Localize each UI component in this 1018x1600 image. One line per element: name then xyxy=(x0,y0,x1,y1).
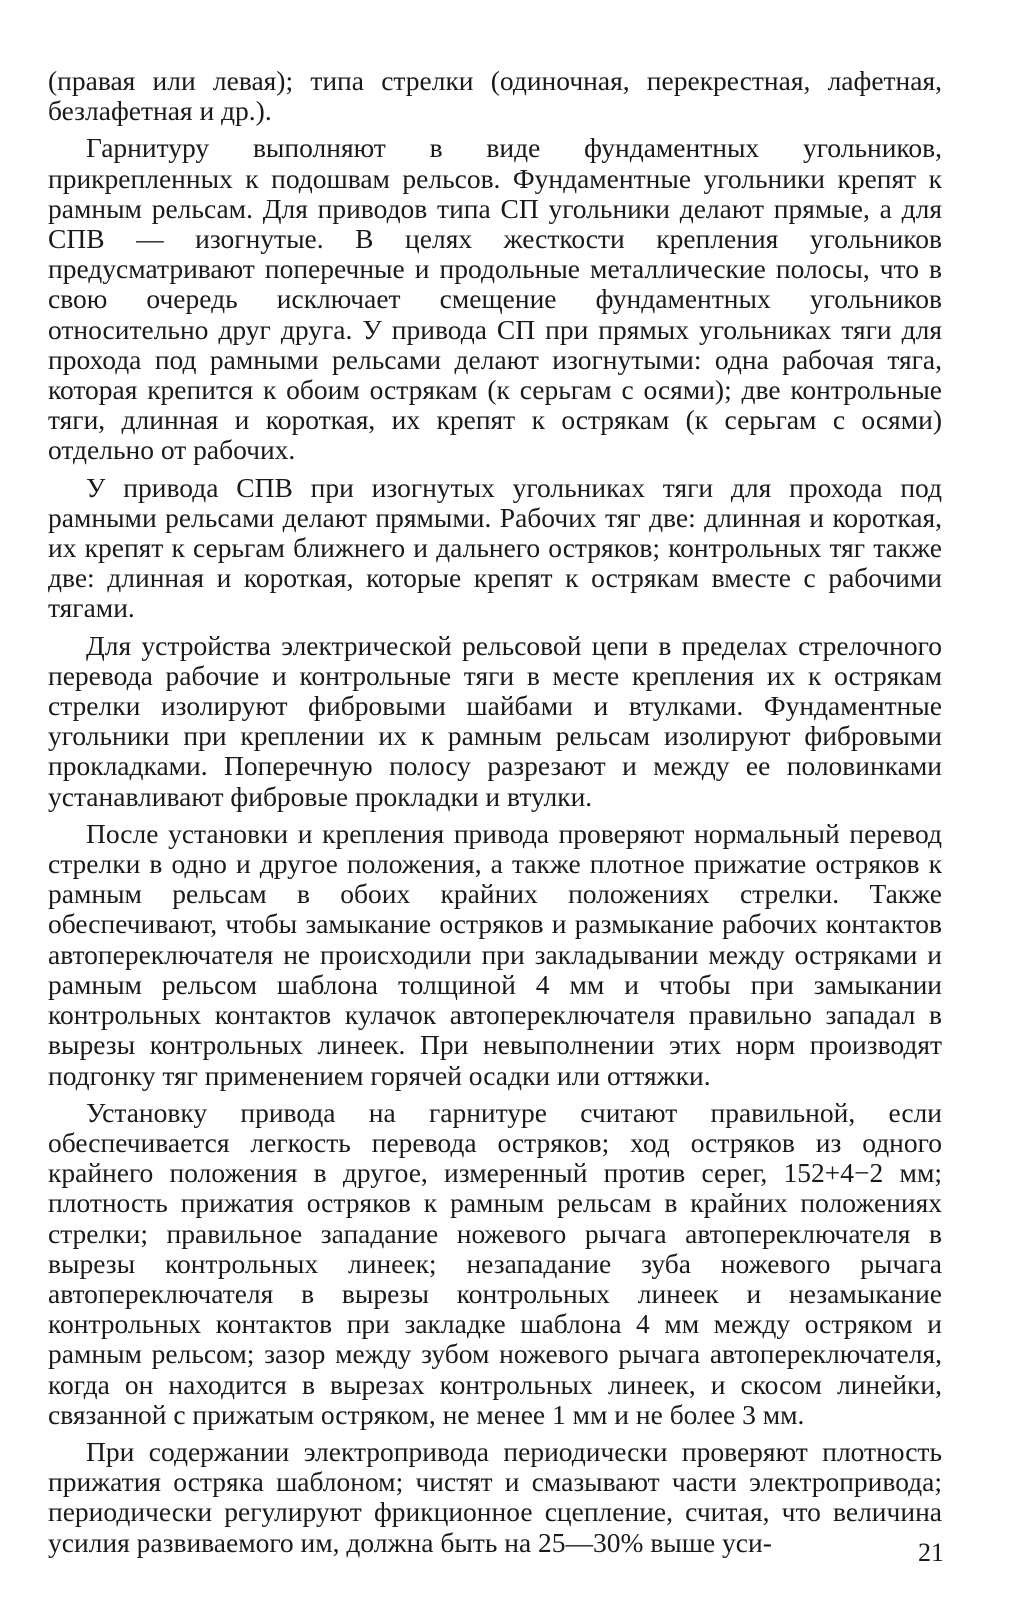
paragraph-3: У привода СПВ при изогнутых угольниках тяги для прохода под рамными рельсами делают прямыми. Рабочих тяг две: длинная и короткая, их крепят к серьгам ближнего и дальнего остряков; контрольных тяг также две: длинная и короткая, которые крепят к острякам вместе с рабочими тягами. xyxy=(48,471,942,624)
paragraph-4: Для устройства электрической рельсовой цепи в пределах стрелочного перевода рабочие и контрольные тяги в месте крепления их к острякам стрелки изолируют фибровыми шайбами и втулками. Фундаментные угольники при креплении их к рамным рельсам изолируют фибровыми прокладками. Поперечную полосу разрезают и между ее половинками устанавливают фибровые прокладки и втулки. xyxy=(48,629,942,812)
paragraph-7: При содержании электропривода периодически проверяют плотность прижатия остряка шаблоном; чистят и смазывают части электропривода; периодически регулируют фрикционное сцепление, считая, что величина усилия развиваемого им, должна быть на 25—30% выше уси- xyxy=(48,1435,942,1558)
paragraph-5: После установки и крепления привода проверяют нормальный перевод стрелки в одно и другое положения, а также плотное прижатие остряков к рамным рельсам в обоих крайних положениях стрелки. Также обеспечивают, чтобы замыкание остряков и размыкание рабочих контактов автопереключателя не происходили при закладывании между остряками и рамным рельсом шаблона толщиной 4 мм и чтобы при замыкании контрольных контактов кулачок автопереключателя правильно западал в вырезы контрольных линеек. При невыполнении этих норм производят подгонку тяг применением горячей осадки или оттяжки. xyxy=(48,817,942,1091)
paragraph-2: Гарнитуру выполняют в виде фундаментных угольников, прикрепленных к подошвам рельсов. Фундаментные угольники крепят к рамным рельсам. Для приводов типа СП угольники делают прямые, а для СПВ — изогнутые. В целях жесткости крепления угольников предусматривают поперечные и продольные металлические полосы, что в свою очередь исключает смещение фундаментных угольников относительно друг друга. У привода СП при прямых угольниках тяги для прохода под рамными рельсами делают изогнутыми: одна рабочая тяга, которая крепится к обоим острякам (к серьгам с осями); две контрольные тяги, длинная и короткая, их крепят к острякам (к серьгам с осями) отдельно от рабочих. xyxy=(48,132,942,466)
paragraph-6: Установку привода на гарнитуре считают правильной, если обеспечивается легкость перевода остряков; ход остряков из одного крайнего положения в другое, измеренный против серег, 152+4−2 мм; плотность прижатия остряков к рамным рельсам в крайних положениях стрелки; правильное западание ножевого рычага автопереключателя в вырезы контрольных линеек; незападание зуба ножевого рычага автопереключателя в вырезы контрольных линеек и незамыкание контрольных контактов при закладке шаблона 4 мм между остряком и рамным рельсом; зазор между зубом ножевого рычага автопереключателя, когда он находится в вырезах контрольных линеек, и скосом линейки, связанной с прижатым остряком, не менее 1 мм и не более 3 мм. xyxy=(48,1096,942,1430)
paragraph-1: (правая или левая); типа стрелки (одиночная, перекрестная, лафетная, безлафетная и др.). xyxy=(48,65,942,127)
page-text xyxy=(48,66,942,1565)
page-number: 21 xyxy=(918,1538,944,1567)
